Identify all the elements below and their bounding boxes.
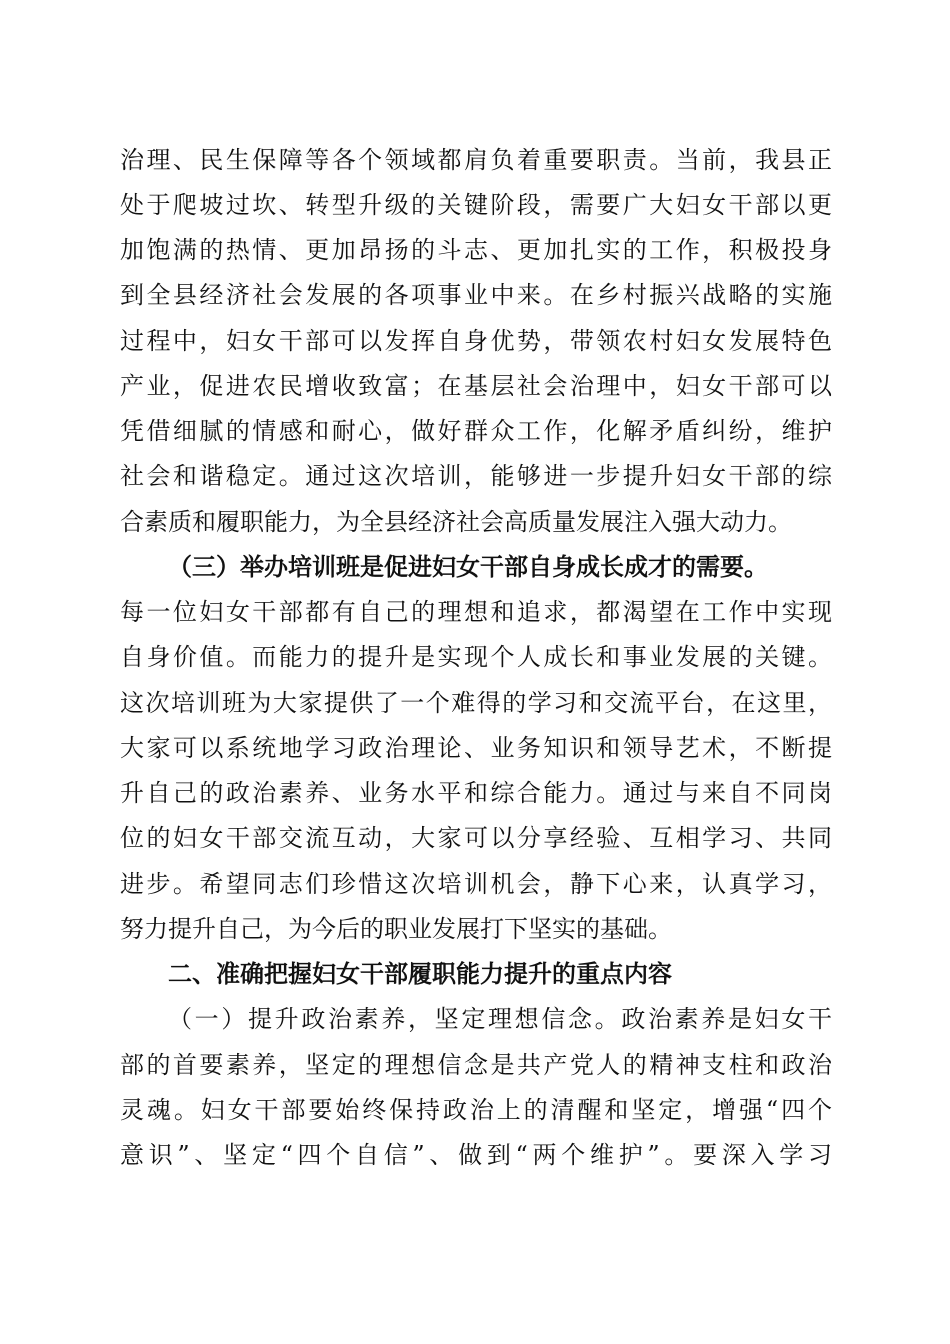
- text-line: 大家可以系统地学习政治理论、业务知识和领导艺术，不断提: [120, 734, 832, 762]
- text-line: 过程中，妇女干部可以发挥自身优势，带领农村妇女发展特色: [120, 327, 832, 355]
- text-line: 治理、民生保障等各个领域都肩负着重要职责。当前，我县正: [120, 146, 832, 174]
- text-line: 自身价值。而能力的提升是实现个人成长和事业发展的关键。: [120, 643, 832, 671]
- text-line: 凭借细腻的情感和耐心，做好群众工作，化解矛盾纠纷，维护: [120, 417, 832, 445]
- text-line: 社会和谐稳定。通过这次培训，能够进一步提升妇女干部的综: [120, 462, 832, 490]
- section-heading: 二、准确把握妇女干部履职能力提升的重点内容: [168, 960, 672, 988]
- text-line: 位的妇女干部交流互动，大家可以分享经验、互相学习、共同: [120, 824, 832, 852]
- text-line: 到全县经济社会发展的各项事业中来。在乡村振兴战略的实施: [120, 281, 832, 309]
- text-line: 合素质和履职能力，为全县经济社会高质量发展注入强大动力。: [120, 508, 792, 536]
- text-line: 灵魂。妇女干部要始终保持政治上的清醒和坚定，增强“四个: [120, 1096, 832, 1124]
- text-line: 加饱满的热情、更加昂扬的斗志、更加扎实的工作，积极投身: [120, 236, 832, 264]
- section-subheading-line: （一）提升政治素养，坚定理想信念。政治素养是妇女干: [168, 1005, 832, 1033]
- text-line: 这次培训班为大家提供了一个难得的学习和交流平台，在这里，: [120, 689, 832, 717]
- text-line: 部的首要素养，坚定的理想信念是共产党人的精神支柱和政治: [120, 1051, 832, 1079]
- text-line: 每一位妇女干部都有自己的理想和追求，都渴望在工作中实现: [120, 598, 832, 626]
- text-line: 处于爬坡过坎、转型升级的关键阶段，需要广大妇女干部以更: [120, 191, 832, 219]
- text-line: 意识”、坚定“四个自信”、做到“两个维护”。要深入学习: [120, 1141, 832, 1169]
- section-subheading: （三）举办培训班是促进妇女干部自身成长成才的需要。: [168, 552, 768, 581]
- text-line: 升自己的政治素养、业务水平和综合能力。通过与来自不同岗: [120, 779, 832, 807]
- text-line: 进步。希望同志们珍惜这次培训机会，静下心来，认真学习，: [120, 870, 832, 898]
- text-line: 努力提升自己，为今后的职业发展打下坚实的基础。: [120, 915, 672, 943]
- text-line: 产业，促进农民增收致富；在基层社会治理中，妇女干部可以: [120, 372, 832, 400]
